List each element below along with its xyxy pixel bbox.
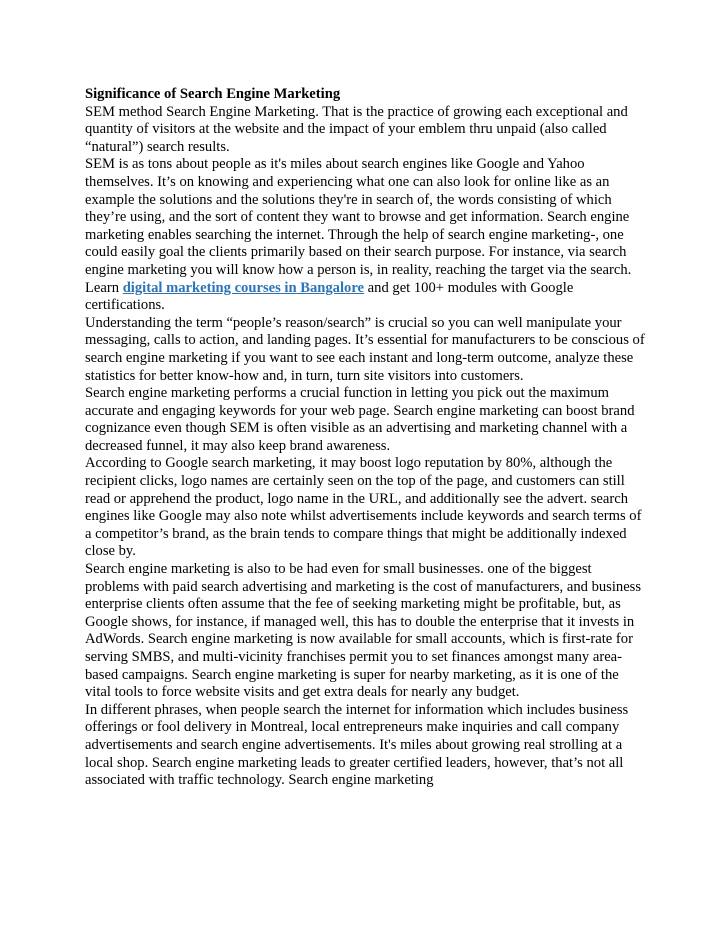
paragraph-google-search-marketing: According to Google search marketing, it may boost logo reputation by 80%, although the recipient clicks, logo names are certainly seen on the top of the page, and customers can still read or apprehend the product, logo name in the URL, and additionally see the advert. search engines like Google may also note whilst advertisements include keywords and search terms of a competitor’s brand, as the brain tends to compare things that might be additionally indexed close by. <box>85 455 642 560</box>
paragraph-learn-line <box>85 280 645 315</box>
paragraph-sem-definition: SEM method Search Engine Marketing. That is the practice of growing each exceptional and quantity of visitors at the website and the impact of your emblem thru unpaid (also called “natural”) search results. <box>85 103 628 155</box>
document-title: Significance of Search Engine Marketing <box>85 86 341 102</box>
paragraph-different-phrases: In different phrases, when people search the internet for information which includes business offerings or fool delivery in Montreal, local entrepreneurs make inquiries and call company advertisements and search engine advertisements. It's miles about growing real strolling at a local shop. Search engine marketing leads to greater certified leaders, however, that’s not all associated with traffic technology. Search engine marketing <box>85 701 629 789</box>
paragraph-keywords: Search engine marketing performs a crucial function in letting you pick out the maximum accurate and engaging keywords for your web page. Search engine marketing can boost brand cognizance even though SEM is often visible as an advertising and marketing channel with a decreased funnel, it may also keep brand awareness. <box>85 385 635 454</box>
digital-marketing-courses-link[interactable]: digital marketing courses in Bangalore <box>122 279 365 296</box>
paragraph-understanding-term: Understanding the term “people’s reason/search” is crucial so you can well manipulate your messaging, calls to action, and landing pages. It’s essential for manufacturers to be conscious of search engine marketing if you want to see each instant and long-term outcome, analyze these statistics for better know-how and, in turn, turn site visitors into customers. <box>85 314 645 384</box>
learn-suffix: and get 100+ modules with Google certifications. <box>85 279 574 314</box>
paragraph-sem-people: SEM is as tons about people as it's miles about search engines like Google and Yahoo themselves. It’s on knowing and experiencing what one can also look for online like as an example the solutions and the solutions they're in search of, the words consisting of which they’re using, and the sort of content they want to browse and get information. Search engine marketing enables searching the internet. Through the help of search engine marketing-, one could easily goal the clients primarily based on their search purpose. For instance, via search engine marketing you will know how a person is, in reality, reaching the target via the search. <box>85 156 632 278</box>
learn-prefix: Learn <box>85 279 123 296</box>
paragraph-small-businesses: Search engine marketing is also to be had even for small businesses. one of the biggest problems with paid search advertising and marketing is the cost of manufacturers, and business enterprise clients often assume that the fee of seeking marketing might be profitable, but, as Google shows, for instance, if managed well, this has to double the enterprise that it invests in AdWords. Search engine marketing is now available for small accounts, which is first-rate for serving SMBS, and multi-vicinity franchises permit you to set finances amongst many area-based campaigns. Search engine marketing is super for nearby marketing, as it is one of the vital tools to force website visits and get extra deals for nearly any budget. <box>85 561 642 701</box>
document-body <box>85 86 645 790</box>
